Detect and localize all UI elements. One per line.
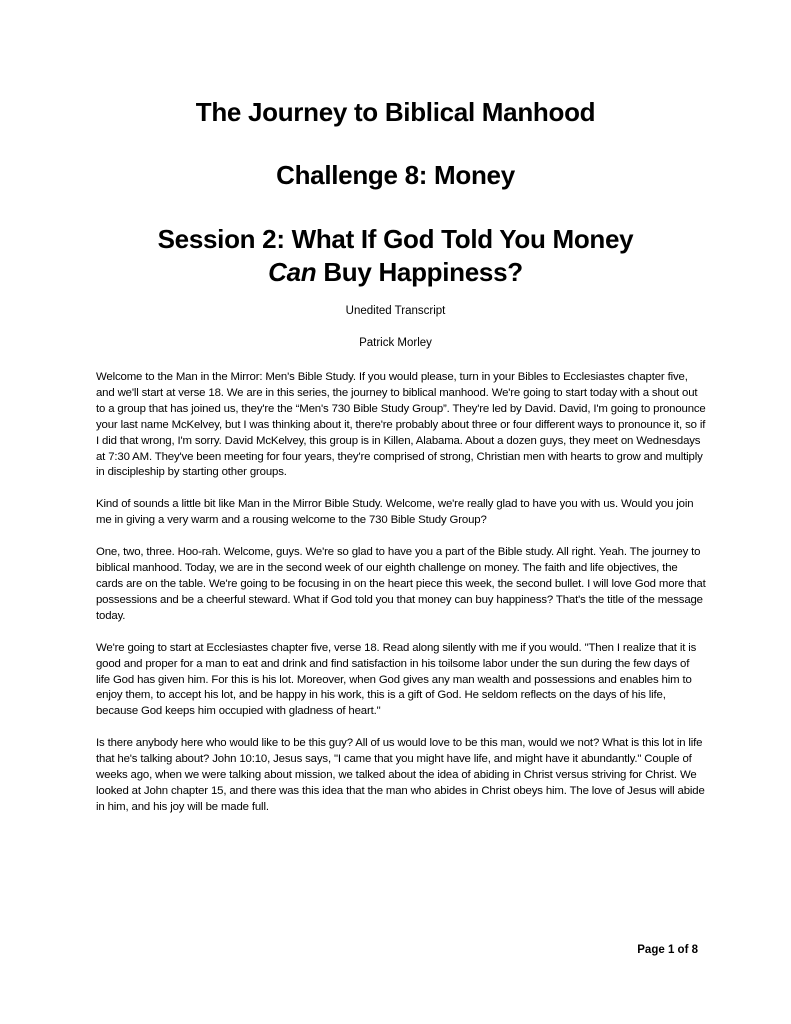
challenge-title: Challenge 8: Money <box>276 160 515 190</box>
session-title-part: Session 2: What If God Told You Money <box>157 224 634 254</box>
session-title-part: Buy Happiness? <box>316 257 523 287</box>
page-footer <box>637 944 698 956</box>
transcript-body <box>96 370 706 832</box>
session-title <box>0 223 791 289</box>
transcript-label: Unedited Transcript <box>345 305 446 317</box>
title-block <box>0 97 791 289</box>
paragraph: We're going to start at Ecclesiastes chapter five, verse 18. Read along silently with me if you would. "Then I realize that it is good and proper for a man to eat and drink and find satisfaction in his toilsome labor under the sun during the few days of life God has given him. For this is his lot. Moreover, when God gives any man wealth and possessions and enables him to enjoy them, to accept his lot, and be happy in his work, this is a gift of God. He seldom reflects on the days of his life, because God keeps him occupied with gladness of heart." <box>96 641 697 718</box>
page-of-label: of <box>674 944 692 956</box>
series-title: The Journey to Biblical Manhood <box>195 97 596 127</box>
paragraph: Welcome to the Man in the Mirror: Men's Bible Study. If you would please, turn in your Bibles to Ecclesiastes chapter five, and we'll start at verse 18. We are in this series, the journey to biblical manhood. We're going to start today with a shout out to a group that has joined us, they're the “Men's 730 Bible Study Group”. They're led by David. David, I'm going to pronounce your last name McKelvey, but I was thinking about it, there're probably about three or four different ways to pronounce it, so if I did that wrong, I'm sorry. David McKelvey, this group is in Killen, Alabama. About a dozen guys, they meet on Wednesdays at 7:30 AM. They've been meeting for four years, they're comprised of strong, Christian men with hearts to grow and multiply in discipleship by starting other groups. <box>96 371 706 479</box>
page-label: Page <box>637 944 668 956</box>
page-total: 8 <box>691 944 698 956</box>
paragraph: Kind of sounds a little bit like Man in the Mirror Bible Study. Welcome, we're really glad to have you with us. Would you join me in giving a very warm and a rousing welcome to the 730 Bible Study Group? <box>96 498 694 527</box>
author-name: Patrick Morley <box>359 337 432 349</box>
paragraph: One, two, three. Hoo-rah. Welcome, guys. We're so glad to have you a part of the Bible study. All right. Yeah. The journey to biblical manhood. Today, we are in the second week of our eighth challenge on money. The faith and life objectives, the cards are on the table. We're going to be focusing in on the heart piece this week, the second bullet. I will love God more that possessions and be a cheerful steward. What if God told you that money can buy happiness? That's the title of the message today. <box>96 546 706 622</box>
page-number: 1 <box>667 944 675 956</box>
session-title-emphasis: Can <box>268 257 317 287</box>
paragraph: Is there anybody here who would like to be this guy? All of us would love to be this man, would we not? What is this lot in life that he's talking about? John 10:10, Jesus says, "I came that you might have life, and might have it abundantly." Couple of weeks ago, when we were talking about mission, we talked about the idea of abiding in Christ versus striving for Christ. We looked at John chapter 15, and there was this idea that the man who abides in Christ obeys him. The love of Jesus will abide in him, and his joy will be made full. <box>96 737 705 813</box>
